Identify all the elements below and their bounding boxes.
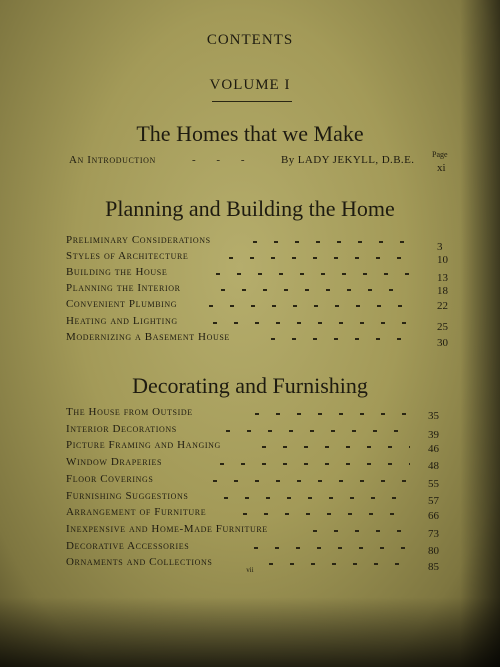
volume-rule (212, 101, 292, 102)
toc-entry-title: Modernizing a Basement House (66, 331, 230, 343)
toc-page-number: 18 (437, 285, 448, 297)
toc-leader-dots (253, 241, 410, 243)
toc-page-number: 85 (428, 561, 439, 573)
toc-leader-dots (213, 322, 410, 324)
toc-page-number: 39 (428, 429, 439, 441)
toc-leader-dots (224, 497, 410, 499)
toc-entry-title: Window Draperies (66, 456, 163, 468)
folio-number: vii (246, 566, 254, 574)
toc-leader-dots (269, 563, 410, 565)
toc-leader-dots (216, 273, 410, 275)
toc-leader-dots (229, 257, 410, 259)
toc-leader-dots (313, 530, 410, 532)
toc-page-number: 30 (437, 337, 448, 349)
intro-page-number: xi (437, 162, 446, 174)
section-title-homes: The Homes that we Make (136, 121, 364, 146)
toc-entry-title: Interior Decorations (66, 423, 177, 435)
page-shadow-right (460, 0, 500, 667)
toc-entry (0, 439, 500, 455)
toc-page-number: 66 (428, 510, 439, 522)
toc-entry (0, 250, 500, 266)
toc-leader-dots (213, 480, 410, 482)
page-shadow-bottom (0, 597, 500, 667)
toc-leader-dots (209, 305, 410, 307)
toc-entry (0, 266, 500, 282)
toc-page-number: 57 (428, 495, 439, 507)
toc-entry (0, 473, 500, 489)
page-column-label: Page (432, 150, 448, 159)
toc-entry-title: Ornaments and Collections (66, 556, 213, 568)
toc-entry (0, 298, 500, 314)
section-title-planning: Planning and Building the Home (105, 196, 395, 221)
toc-entry-title: Furnishing Suggestions (66, 490, 189, 502)
toc-entry (0, 331, 500, 347)
toc-page-number: 73 (428, 528, 439, 540)
toc-entry-title: Preliminary Considerations (66, 234, 211, 246)
toc-leader-dots (262, 446, 410, 448)
toc-entry-title: Convenient Plumbing (66, 298, 178, 310)
toc-page-number: 55 (428, 478, 439, 490)
toc-entry-title: Building the House (66, 266, 168, 278)
contents-heading: CONTENTS (206, 32, 294, 48)
toc-entry-title: The House from Outside (66, 406, 193, 418)
toc-entry (0, 506, 500, 522)
toc-leader-dots (255, 413, 410, 415)
volume-heading: VOLUME I (209, 77, 291, 93)
toc-entry (0, 423, 500, 439)
toc-entry-title: Inexpensive and Home-Made Furniture (66, 523, 268, 535)
toc-leader-dots (254, 547, 410, 549)
toc-entry-title: Picture Framing and Hanging (66, 439, 221, 451)
toc-entry-title: Heating and Lighting (66, 315, 178, 327)
toc-leader-dots (243, 513, 410, 515)
toc-leader-dots (220, 463, 410, 465)
intro-author: By LADY JEKYLL, D.B.E. (281, 154, 415, 166)
toc-entry (0, 282, 500, 298)
toc-entry (0, 315, 500, 331)
toc-leader-dots (221, 289, 410, 291)
toc-page-number: 13 (437, 272, 448, 284)
toc-entry (0, 490, 500, 506)
toc-entry (0, 406, 500, 422)
toc-leader-dots (226, 430, 410, 432)
toc-page-number: 46 (428, 443, 439, 455)
intro-dashes: - - - (192, 154, 254, 166)
toc-entry-title: Styles of Architecture (66, 250, 189, 262)
toc-page-number: 48 (428, 460, 439, 472)
toc-entry-title: Decorative Accessories (66, 540, 190, 552)
toc-page-number: 10 (437, 254, 448, 266)
section-title-decorating: Decorating and Furnishing (132, 373, 368, 398)
toc-entry (0, 234, 500, 253)
toc-page-number: 22 (437, 300, 448, 312)
toc-page-number: 35 (428, 410, 439, 422)
toc-page-number: 80 (428, 545, 439, 557)
toc-entry (0, 456, 500, 472)
toc-leader-dots (271, 338, 410, 340)
toc-entry-title: Arrangement of Furniture (66, 506, 207, 518)
toc-page-number: 25 (437, 321, 448, 333)
toc-entry (0, 523, 500, 539)
toc-page-number: 3 (437, 241, 443, 253)
toc-entry-title: Planning the Interior (66, 282, 181, 294)
toc-entry (0, 540, 500, 556)
toc-entry-title: Floor Coverings (66, 473, 154, 485)
intro-entry-title: An Introduction (69, 154, 156, 166)
